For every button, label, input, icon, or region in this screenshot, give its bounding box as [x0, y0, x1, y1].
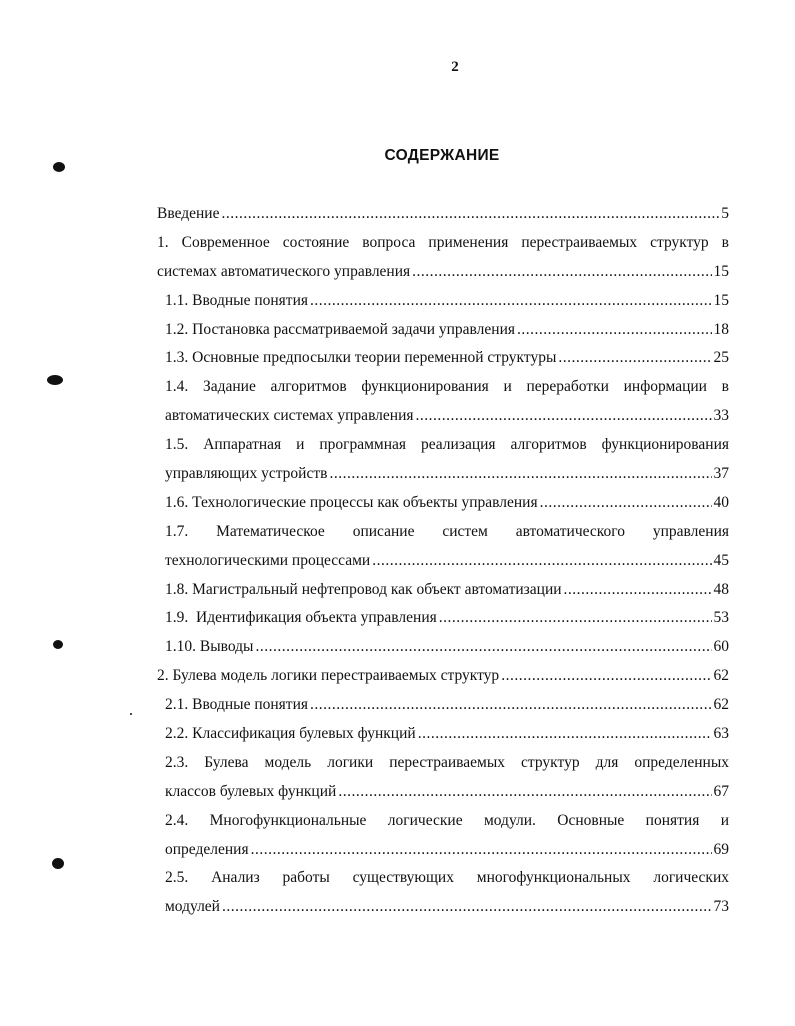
- toc-entry-2-4-cont: [157, 836, 729, 865]
- dot-leader: [255, 633, 711, 662]
- toc-entry-text: 2.1. Вводные понятия: [165, 696, 308, 714]
- dot-leader: [412, 258, 711, 287]
- toc-entry-1-5-cont: [157, 460, 729, 489]
- toc-entry-page: 62: [713, 696, 729, 714]
- toc-entry-page: 37: [713, 465, 729, 483]
- scan-speck: [130, 713, 132, 715]
- dot-leader: [310, 691, 712, 720]
- toc-entry-chapter-1-cont: [157, 258, 729, 287]
- toc-entry-text: определения: [165, 840, 249, 858]
- toc-entry-1-6: [157, 489, 729, 518]
- toc-entry-text: 2.3. Булева модель логики перестраиваемых структур для определенных: [165, 753, 729, 771]
- toc-entry-2-3-cont: [157, 778, 729, 807]
- toc-entry-chapter-1: [157, 229, 729, 258]
- toc-entry-text: 1.4. Задание алгоритмов функционирования и переработки информации в: [165, 378, 729, 396]
- toc-entry-text: управляющих устройств: [165, 465, 328, 483]
- toc-entry-text: 2. Булева модель логики перестраиваемых структур: [157, 667, 500, 685]
- toc-entry-page: 15: [713, 291, 729, 309]
- toc-entry-text: 1.1. Вводные понятия: [165, 291, 308, 309]
- toc-entry-text: 2.5. Анализ работы существующих многофункциональных логических: [165, 869, 729, 887]
- dot-leader: [329, 460, 711, 489]
- dot-leader: [338, 778, 711, 807]
- scan-speck: [53, 162, 65, 172]
- toc-entry-text: Введение: [157, 205, 220, 222]
- toc-entry-text: 2.4. Многофункциональные логические модули. Основные понятия и: [165, 811, 729, 829]
- toc-entry-1-7-cont: [157, 547, 729, 576]
- toc-title: СОДЕРЖАНИЕ: [384, 147, 500, 164]
- toc-entry-1-8: [157, 576, 729, 605]
- toc-entry-page: 25: [713, 349, 729, 367]
- dot-leader: [372, 547, 711, 576]
- toc-entry-text: 1.2. Постановка рассматриваемой задачи управления: [165, 320, 516, 338]
- toc-entry-page: 53: [713, 609, 729, 627]
- toc-entry-text: 1.5. Аппаратная и программная реализация алгоритмов функционирования: [165, 436, 729, 454]
- toc-entry-text: 1.3. Основные предпосылки теории переменной структуры: [165, 349, 557, 367]
- toc-entry-page: 73: [713, 898, 729, 916]
- toc-entry-1-3: [157, 344, 729, 373]
- toc-entry-text: 1. Современное состояние вопроса применения перестраиваемых структур в: [157, 233, 729, 251]
- dot-leader: [439, 604, 712, 633]
- toc-entry-page: 63: [713, 725, 729, 743]
- toc-entry-page: 69: [713, 840, 729, 858]
- dot-leader: [416, 402, 712, 431]
- toc-entry-page: 5: [721, 205, 729, 222]
- toc-entry-1-4-cont: [157, 402, 729, 431]
- toc-entry-introduction: [157, 200, 729, 229]
- toc-entry-page: 15: [713, 262, 729, 280]
- scan-speck: [47, 375, 63, 385]
- toc-entry-text: 1.7. Математическое описание систем автоматического управления: [165, 522, 729, 540]
- toc-entry-1-1: [157, 287, 729, 316]
- toc-entry-text: автоматических системах управления: [165, 407, 414, 425]
- toc-entry-page: 40: [713, 493, 729, 511]
- toc-entry-page: 48: [713, 580, 729, 598]
- toc-entry-page: 18: [713, 320, 729, 338]
- toc-entry-1-5: [157, 431, 729, 460]
- toc-entry-page: 33: [713, 407, 729, 425]
- dot-leader: [558, 344, 711, 373]
- toc-entry-1-9: [157, 604, 729, 633]
- toc-entry-2-2: [157, 720, 729, 749]
- dot-leader: [517, 316, 711, 345]
- toc-entry-text: системах автоматического управления: [157, 262, 411, 280]
- toc-entry-text: 1.8. Магистральный нефтепровод как объект автоматизации: [165, 580, 562, 598]
- toc-entry-text: 1.10. Выводы: [165, 638, 254, 656]
- dot-leader: [501, 662, 711, 691]
- toc-entry-page: 60: [713, 638, 729, 656]
- toc-entry-2-1: [157, 691, 729, 720]
- dot-leader: [251, 836, 712, 865]
- toc-entry-text: модулей: [165, 898, 220, 916]
- scan-speck: [52, 858, 64, 869]
- toc-entry-page: 62: [713, 667, 729, 685]
- toc-entry-2-3: [157, 749, 729, 778]
- toc-entry-1-10: [157, 633, 729, 662]
- toc-entry-1-2: [157, 316, 729, 345]
- toc-entry-2-4: [157, 807, 729, 836]
- toc-entry-2-5-cont: [157, 893, 729, 922]
- toc-entry-1-4: [157, 373, 729, 402]
- toc-entry-1-7: [157, 518, 729, 547]
- dot-leader: [222, 893, 712, 922]
- dot-leader: [540, 489, 712, 518]
- toc-entry-2-5: [157, 864, 729, 893]
- page-number: 2: [451, 59, 459, 75]
- toc-entry-text: 1.6. Технологические процессы как объекты управления: [165, 493, 538, 511]
- toc-entry-page: 67: [713, 782, 729, 800]
- scan-speck: [53, 640, 63, 649]
- toc-entry-text: 1.9. Идентификация объекта управления: [165, 609, 437, 627]
- dot-leader: [418, 720, 712, 749]
- toc-entry-page: 45: [713, 551, 729, 569]
- dot-leader: [310, 287, 712, 316]
- toc-entry-text: 2.2. Классификация булевых функций: [165, 725, 416, 743]
- table-of-contents: [157, 200, 729, 922]
- toc-entry-text: технологическими процессами: [165, 551, 371, 569]
- dot-leader: [221, 200, 719, 229]
- toc-entry-text: классов булевых функций: [165, 782, 337, 800]
- toc-entry-chapter-2: [157, 662, 729, 691]
- dot-leader: [564, 576, 712, 605]
